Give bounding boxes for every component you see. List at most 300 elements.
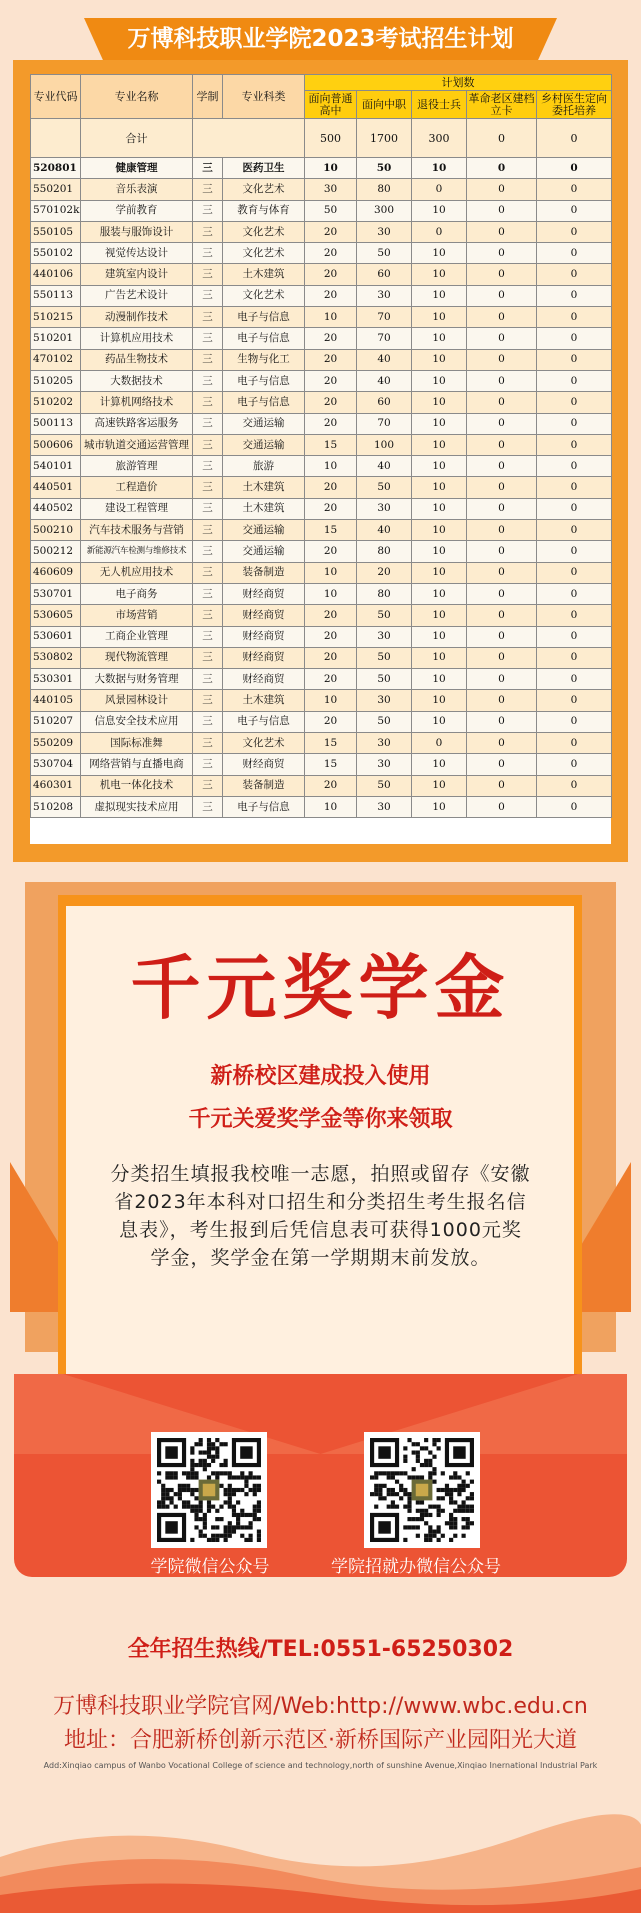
cell-c5: 0 xyxy=(537,434,612,455)
cell-c1: 20 xyxy=(305,392,357,413)
cell-name: 无人机应用技术 xyxy=(81,562,193,583)
decorative-hills xyxy=(0,1797,641,1913)
cell-category: 教育与体育 xyxy=(223,200,305,221)
total-label: 合计 xyxy=(81,119,193,158)
cell-c3: 10 xyxy=(412,456,467,477)
table-row xyxy=(31,200,612,221)
cell-code: 510201 xyxy=(31,328,81,349)
cell-name: 城市轨道交通运营管理 xyxy=(81,434,193,455)
cell-c5: 0 xyxy=(537,796,612,817)
cell-code: 440106 xyxy=(31,264,81,285)
cell-code: 500113 xyxy=(31,413,81,434)
cell-c3: 10 xyxy=(412,711,467,732)
cell-category: 土木建筑 xyxy=(223,264,305,285)
table-row xyxy=(31,285,612,306)
cell-c4: 0 xyxy=(467,328,537,349)
table-row xyxy=(31,583,612,604)
cell-category: 文化艺术 xyxy=(223,285,305,306)
cell-c2: 100 xyxy=(357,434,412,455)
cell-c2: 30 xyxy=(357,690,412,711)
cell-c3: 10 xyxy=(412,520,467,541)
cell-code: 530701 xyxy=(31,583,81,604)
table-row xyxy=(31,775,612,796)
cell-code: 550105 xyxy=(31,221,81,242)
table-row xyxy=(31,328,612,349)
cell-code: 440502 xyxy=(31,498,81,519)
cell-category: 财经商贸 xyxy=(223,647,305,668)
cell-category: 电子与信息 xyxy=(223,328,305,349)
cell-c3: 10 xyxy=(412,562,467,583)
cell-c3: 0 xyxy=(412,179,467,200)
cell-category: 财经商贸 xyxy=(223,669,305,690)
cell-c1: 20 xyxy=(305,328,357,349)
cell-category: 交通运输 xyxy=(223,541,305,562)
cell-name: 风景园林设计 xyxy=(81,690,193,711)
cell-c3: 10 xyxy=(412,647,467,668)
cell-category: 交通运输 xyxy=(223,520,305,541)
cell-name: 旅游管理 xyxy=(81,456,193,477)
cell-name: 大数据技术 xyxy=(81,370,193,391)
cell-c2: 70 xyxy=(357,328,412,349)
cell-c3: 10 xyxy=(412,285,467,306)
header-c1: 面向普通高中 xyxy=(305,91,357,119)
cell-c4: 0 xyxy=(467,158,537,179)
cell-name: 信息安全技术应用 xyxy=(81,711,193,732)
header-plan: 计划数 xyxy=(305,75,612,91)
table-row xyxy=(31,349,612,370)
cell-code: 510205 xyxy=(31,370,81,391)
cell-duration: 三 xyxy=(193,200,223,221)
cell-code: 510215 xyxy=(31,307,81,328)
cell-c1: 10 xyxy=(305,158,357,179)
cell-duration: 三 xyxy=(193,647,223,668)
scholarship-section xyxy=(0,862,641,1913)
cell-c1: 15 xyxy=(305,754,357,775)
cell-c2: 50 xyxy=(357,669,412,690)
cell-category: 装备制造 xyxy=(223,775,305,796)
cell-duration: 三 xyxy=(193,456,223,477)
cell-category: 电子与信息 xyxy=(223,307,305,328)
cell-code: 540101 xyxy=(31,456,81,477)
cell-category: 交通运输 xyxy=(223,413,305,434)
cell-c5: 0 xyxy=(537,370,612,391)
cell-c1: 30 xyxy=(305,179,357,200)
cell-category: 土木建筑 xyxy=(223,690,305,711)
cell-c5: 0 xyxy=(537,456,612,477)
cell-name: 新能源汽车检测与维修技术 xyxy=(81,541,193,562)
cell-c4: 0 xyxy=(467,669,537,690)
cell-category: 财经商贸 xyxy=(223,754,305,775)
cell-duration: 三 xyxy=(193,690,223,711)
cell-name: 音乐表演 xyxy=(81,179,193,200)
header-c3: 退役士兵 xyxy=(412,91,467,119)
cell-c2: 80 xyxy=(357,541,412,562)
enrollment-plan-table xyxy=(30,74,612,818)
cell-duration: 三 xyxy=(193,498,223,519)
cell-c5: 0 xyxy=(537,328,612,349)
cell-duration: 三 xyxy=(193,392,223,413)
cell-c5: 0 xyxy=(537,690,612,711)
cell-code: 440105 xyxy=(31,690,81,711)
cell-name: 国际标准舞 xyxy=(81,733,193,754)
cell-c3: 10 xyxy=(412,583,467,604)
cell-duration: 三 xyxy=(193,264,223,285)
cell-c2: 30 xyxy=(357,733,412,754)
cell-name: 建筑室内设计 xyxy=(81,264,193,285)
cell-code: 460609 xyxy=(31,562,81,583)
table-row xyxy=(31,733,612,754)
cell-code: 530605 xyxy=(31,605,81,626)
cell-c2: 40 xyxy=(357,370,412,391)
table-row xyxy=(31,541,612,562)
cell-c4: 0 xyxy=(467,520,537,541)
table-row xyxy=(31,370,612,391)
total-c3: 300 xyxy=(412,119,467,158)
cell-duration: 三 xyxy=(193,349,223,370)
cell-c2: 80 xyxy=(357,179,412,200)
scholarship-body: 分类招生填报我校唯一志愿，拍照或留存《安徽省2023年本科对口招生和分类招生考生报名信息表》，考生报到后凭信息表可获得1000元奖学金，奖学金在第一学期期末前发放。 xyxy=(110,1163,531,1269)
cell-category: 电子与信息 xyxy=(223,392,305,413)
cell-name: 学前教育 xyxy=(81,200,193,221)
cell-c5: 0 xyxy=(537,307,612,328)
cell-c2: 40 xyxy=(357,349,412,370)
cell-c2: 50 xyxy=(357,158,412,179)
cell-c2: 40 xyxy=(357,456,412,477)
table-row xyxy=(31,690,612,711)
hotline: 全年招生热线/TEL:0551-65250302 xyxy=(127,1637,514,1662)
table-row xyxy=(31,562,612,583)
scholarship-title: 千元奖学金 xyxy=(130,946,511,1029)
cell-c4: 0 xyxy=(467,392,537,413)
total-cell xyxy=(31,119,81,158)
cell-c1: 10 xyxy=(305,583,357,604)
website[interactable]: 万博科技职业学院官网/Web:http://www.wbc.edu.cn xyxy=(53,1694,588,1719)
cell-c5: 0 xyxy=(537,605,612,626)
cell-duration: 三 xyxy=(193,413,223,434)
cell-c4: 0 xyxy=(467,477,537,498)
cell-c2: 60 xyxy=(357,264,412,285)
cell-c1: 20 xyxy=(305,647,357,668)
header-duration: 学制 xyxy=(193,75,223,119)
cell-c2: 80 xyxy=(357,583,412,604)
cell-code: 510207 xyxy=(31,711,81,732)
cell-c1: 15 xyxy=(305,733,357,754)
plan-table-container xyxy=(30,74,611,844)
cell-duration: 三 xyxy=(193,285,223,306)
table-row xyxy=(31,434,612,455)
cell-c2: 30 xyxy=(357,498,412,519)
cell-c3: 10 xyxy=(412,541,467,562)
table-row xyxy=(31,243,612,264)
cell-c5: 0 xyxy=(537,562,612,583)
cell-c1: 10 xyxy=(305,307,357,328)
cell-c5: 0 xyxy=(537,392,612,413)
cell-duration: 三 xyxy=(193,605,223,626)
cell-c5: 0 xyxy=(537,775,612,796)
cell-c3: 10 xyxy=(412,669,467,690)
cell-category: 文化艺术 xyxy=(223,243,305,264)
cell-name: 工商企业管理 xyxy=(81,626,193,647)
cell-duration: 三 xyxy=(193,307,223,328)
cell-c4: 0 xyxy=(467,200,537,221)
cell-duration: 三 xyxy=(193,370,223,391)
cell-c2: 50 xyxy=(357,775,412,796)
cell-c4: 0 xyxy=(467,690,537,711)
cell-c5: 0 xyxy=(537,477,612,498)
cell-category: 文化艺术 xyxy=(223,733,305,754)
cell-code: 500606 xyxy=(31,434,81,455)
cell-duration: 三 xyxy=(193,158,223,179)
cell-code: 530301 xyxy=(31,669,81,690)
table-row xyxy=(31,413,612,434)
cell-category: 文化艺术 xyxy=(223,179,305,200)
cell-c4: 0 xyxy=(467,349,537,370)
cell-name: 健康管理 xyxy=(81,158,193,179)
cell-duration: 三 xyxy=(193,583,223,604)
cell-c1: 10 xyxy=(305,456,357,477)
cell-code: 440501 xyxy=(31,477,81,498)
cell-c1: 10 xyxy=(305,690,357,711)
cell-duration: 三 xyxy=(193,477,223,498)
table-row xyxy=(31,711,612,732)
cell-c1: 20 xyxy=(305,349,357,370)
table-row xyxy=(31,392,612,413)
address: 地址：合肥新桥创新示范区·新桥国际产业园阳光大道 xyxy=(64,1728,577,1753)
cell-duration: 三 xyxy=(193,562,223,583)
cell-c4: 0 xyxy=(467,413,537,434)
cell-code: 570102k xyxy=(31,200,81,221)
cell-c1: 20 xyxy=(305,243,357,264)
cell-name: 服装与服饰设计 xyxy=(81,221,193,242)
cell-c3: 10 xyxy=(412,307,467,328)
table-row xyxy=(31,796,612,817)
cell-c3: 10 xyxy=(412,243,467,264)
cell-c4: 0 xyxy=(467,285,537,306)
header-category: 专业科类 xyxy=(223,75,305,119)
cell-c3: 10 xyxy=(412,413,467,434)
total-row xyxy=(31,119,612,158)
cell-code: 500210 xyxy=(31,520,81,541)
cell-c3: 10 xyxy=(412,605,467,626)
cell-c5: 0 xyxy=(537,647,612,668)
table-row xyxy=(31,520,612,541)
wechat-qr-label: 学院微信公众号 xyxy=(150,1557,270,1577)
cell-c4: 0 xyxy=(467,796,537,817)
cell-c5: 0 xyxy=(537,541,612,562)
cell-name: 建设工程管理 xyxy=(81,498,193,519)
cell-c2: 70 xyxy=(357,307,412,328)
cell-category: 电子与信息 xyxy=(223,711,305,732)
cell-c2: 30 xyxy=(357,626,412,647)
cell-category: 医药卫生 xyxy=(223,158,305,179)
cell-duration: 三 xyxy=(193,754,223,775)
cell-c2: 30 xyxy=(357,796,412,817)
cell-category: 装备制造 xyxy=(223,562,305,583)
cell-c2: 30 xyxy=(357,754,412,775)
cell-code: 520801 xyxy=(31,158,81,179)
cell-c4: 0 xyxy=(467,307,537,328)
cell-c3: 10 xyxy=(412,370,467,391)
qr-code-icon xyxy=(157,1438,261,1542)
page-title: 万博科技职业学院2023考试招生计划 xyxy=(127,26,514,52)
header-c4: 革命老区建档立卡 xyxy=(468,91,535,117)
cell-c2: 70 xyxy=(357,413,412,434)
cell-c2: 60 xyxy=(357,392,412,413)
cell-c2: 30 xyxy=(357,285,412,306)
cell-c5: 0 xyxy=(537,583,612,604)
cell-category: 土木建筑 xyxy=(223,498,305,519)
cell-c5: 0 xyxy=(537,349,612,370)
cell-code: 550102 xyxy=(31,243,81,264)
cell-c1: 20 xyxy=(305,711,357,732)
cell-c3: 10 xyxy=(412,200,467,221)
cell-c4: 0 xyxy=(467,711,537,732)
cell-duration: 三 xyxy=(193,243,223,264)
cell-c1: 20 xyxy=(305,669,357,690)
table-row xyxy=(31,179,612,200)
cell-c1: 20 xyxy=(305,221,357,242)
cell-c4: 0 xyxy=(467,243,537,264)
cell-c4: 0 xyxy=(467,754,537,775)
cell-duration: 三 xyxy=(193,434,223,455)
header-c2: 面向中职 xyxy=(357,91,412,119)
cell-category: 电子与信息 xyxy=(223,370,305,391)
cell-c5: 0 xyxy=(537,520,612,541)
cell-c1: 20 xyxy=(305,498,357,519)
cell-duration: 三 xyxy=(193,711,223,732)
cell-c4: 0 xyxy=(467,562,537,583)
cell-c2: 300 xyxy=(357,200,412,221)
cell-c4: 0 xyxy=(467,264,537,285)
total-cell xyxy=(193,119,305,158)
cell-c1: 20 xyxy=(305,626,357,647)
cell-category: 旅游 xyxy=(223,456,305,477)
cell-c5: 0 xyxy=(537,243,612,264)
cell-name: 工程造价 xyxy=(81,477,193,498)
cell-code: 460301 xyxy=(31,775,81,796)
cell-category: 土木建筑 xyxy=(223,477,305,498)
cell-c3: 10 xyxy=(412,477,467,498)
cell-c1: 50 xyxy=(305,200,357,221)
table-frame xyxy=(13,60,628,862)
cell-c1: 20 xyxy=(305,264,357,285)
cell-c4: 0 xyxy=(467,775,537,796)
cell-c2: 20 xyxy=(357,562,412,583)
cell-c1: 20 xyxy=(305,541,357,562)
table-row xyxy=(31,221,612,242)
cell-duration: 三 xyxy=(193,669,223,690)
cell-c4: 0 xyxy=(467,647,537,668)
cell-c5: 0 xyxy=(537,498,612,519)
cell-c3: 10 xyxy=(412,264,467,285)
scholarship-line1: 新桥校区建成投入使用 xyxy=(210,1064,431,1089)
cell-c4: 0 xyxy=(467,370,537,391)
cell-c5: 0 xyxy=(537,221,612,242)
cell-c2: 40 xyxy=(357,520,412,541)
cell-code: 550209 xyxy=(31,733,81,754)
cell-name: 动漫制作技术 xyxy=(81,307,193,328)
cell-code: 530802 xyxy=(31,647,81,668)
cell-c1: 20 xyxy=(305,477,357,498)
cell-c2: 50 xyxy=(357,243,412,264)
header-code: 专业代码 xyxy=(31,75,81,119)
cell-c1: 15 xyxy=(305,434,357,455)
cell-c4: 0 xyxy=(467,179,537,200)
cell-c1: 20 xyxy=(305,605,357,626)
cell-c1: 20 xyxy=(305,370,357,391)
cell-c1: 20 xyxy=(305,285,357,306)
cell-c1: 10 xyxy=(305,796,357,817)
cell-c4: 0 xyxy=(467,733,537,754)
scholarship-line2: 千元关爱奖学金等你来领取 xyxy=(188,1107,453,1132)
cell-c4: 0 xyxy=(467,605,537,626)
cell-c3: 10 xyxy=(412,328,467,349)
table-row xyxy=(31,477,612,498)
cell-name: 机电一体化技术 xyxy=(81,775,193,796)
cell-c3: 10 xyxy=(412,690,467,711)
cell-duration: 三 xyxy=(193,541,223,562)
cell-c3: 10 xyxy=(412,498,467,519)
cell-name: 大数据与财务管理 xyxy=(81,669,193,690)
cell-name: 计算机网络技术 xyxy=(81,392,193,413)
table-row xyxy=(31,605,612,626)
cell-c5: 0 xyxy=(537,669,612,690)
cell-c2: 50 xyxy=(357,477,412,498)
cell-duration: 三 xyxy=(193,775,223,796)
cell-c5: 0 xyxy=(537,264,612,285)
header-c5: 乡村医生定向委托培养 xyxy=(537,91,612,119)
cell-c3: 0 xyxy=(412,733,467,754)
cell-c4: 0 xyxy=(467,626,537,647)
table-row xyxy=(31,626,612,647)
table-row xyxy=(31,498,612,519)
cell-code: 510202 xyxy=(31,392,81,413)
cell-c3: 10 xyxy=(412,754,467,775)
table-row xyxy=(31,307,612,328)
table-row xyxy=(31,264,612,285)
cell-c3: 10 xyxy=(412,775,467,796)
qr-code-icon xyxy=(370,1438,474,1542)
cell-c5: 0 xyxy=(537,413,612,434)
cell-c4: 0 xyxy=(467,541,537,562)
cell-c1: 20 xyxy=(305,413,357,434)
cell-c4: 0 xyxy=(467,434,537,455)
cell-c2: 30 xyxy=(357,221,412,242)
cell-category: 电子与信息 xyxy=(223,796,305,817)
cell-c2: 50 xyxy=(357,647,412,668)
total-c5: 0 xyxy=(537,119,612,158)
cell-duration: 三 xyxy=(193,733,223,754)
cell-c4: 0 xyxy=(467,498,537,519)
cell-c4: 0 xyxy=(467,456,537,477)
cell-code: 470102 xyxy=(31,349,81,370)
table-row xyxy=(31,456,612,477)
admissions-qr-code[interactable] xyxy=(364,1432,480,1548)
cell-c3: 10 xyxy=(412,796,467,817)
cell-name: 虚拟现实技术应用 xyxy=(81,796,193,817)
wechat-qr-code[interactable] xyxy=(151,1432,267,1548)
cell-c3: 10 xyxy=(412,158,467,179)
cell-c5: 0 xyxy=(537,179,612,200)
cell-c4: 0 xyxy=(467,583,537,604)
cell-duration: 三 xyxy=(193,328,223,349)
cell-c5: 0 xyxy=(537,158,612,179)
cell-c2: 50 xyxy=(357,711,412,732)
table-row xyxy=(31,669,612,690)
table-row xyxy=(31,647,612,668)
admissions-qr-label: 学院招就办微信公众号 xyxy=(331,1557,501,1577)
cell-duration: 三 xyxy=(193,221,223,242)
